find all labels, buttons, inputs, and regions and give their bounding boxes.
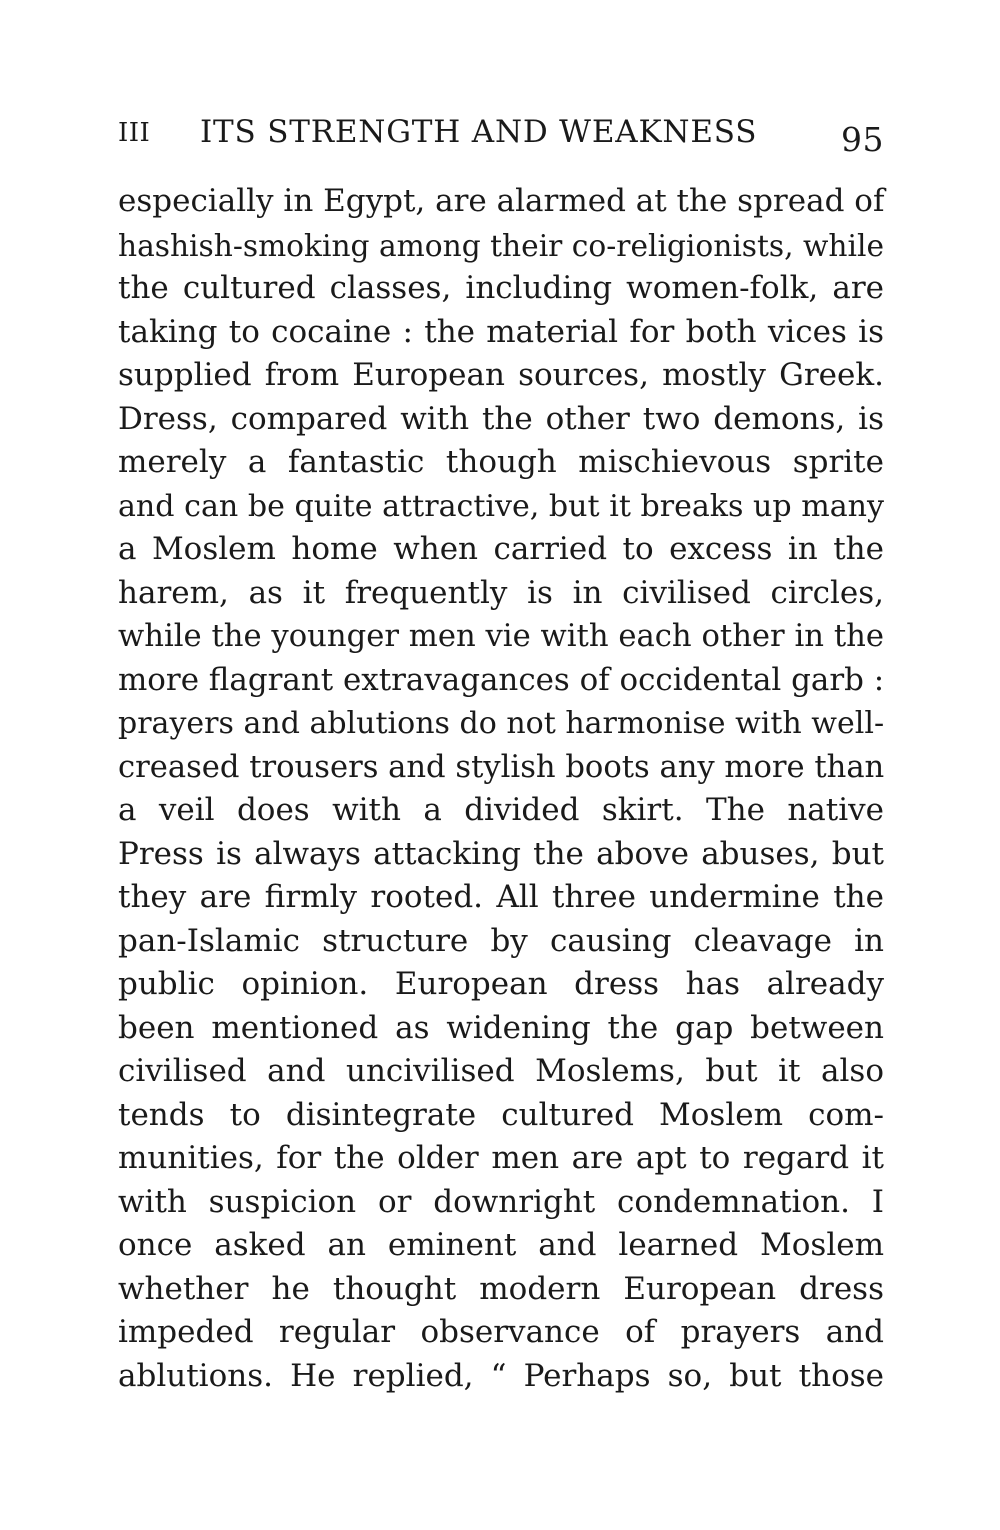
text-line: Press is always attacking the above abuses, but [118,835,884,872]
text-line: more flagrant extravagances of occidental garb : [118,661,885,698]
text-line: once asked an eminent and learned Moslem [118,1227,884,1263]
text-line: prayers and ablutions do not harmonise with well- [118,706,885,741]
text-line: taking to cocaine : the material for both vices is [118,313,884,350]
body-text [118,180,884,1398]
text-line: harem, as it frequently is in civilised circles, [118,574,884,611]
running-title: ITS STRENGTH AND WEAKNESS [200,114,758,150]
text-line: and can be quite attractive, but it breaks up many [118,488,884,524]
text-line: they are firmly rooted. All three undermine the [118,879,884,915]
text-line: a veil does with a divided skirt. The native [118,792,884,828]
text-line: pan-Islamic structure by causing cleavage in [118,922,884,959]
page-number: 95 [841,120,884,159]
text-line: been mentioned as widening the gap between [118,1009,884,1046]
text-line: hashish-smoking among their co-religionists, while [118,227,884,263]
text-line: whether he thought modern European dress [118,1270,884,1307]
text-line: creased trousers and stylish boots any more than [118,749,885,785]
running-head [118,112,884,162]
text-line: merely a fantastic though mischievous sprite [118,444,884,480]
text-line: the cultured classes, including women-folk, are [118,270,884,306]
text-line: tends to disintegrate cultured Moslem com- [118,1096,884,1133]
text-line: with suspicion or downright condemnation. I [118,1183,884,1220]
text-line: while the younger men vie with each other in the [118,619,884,654]
text-line: civilised and uncivilised Moslems, but it also [118,1053,884,1089]
chapter-number: III [118,118,151,148]
text-line: a Moslem home when carried to excess in the [118,531,884,567]
text-line: Dress, compared with the other two demons, is [118,400,884,437]
text-line: especially in Egypt, are alarmed at the spread of [118,183,885,219]
text-line: impeded regular observance of prayers and [118,1314,884,1350]
text-line: public opinion. European dress has already [118,966,884,1002]
text-line: ablutions. He replied, “ Perhaps so, but those [118,1357,884,1394]
text-line: supplied from European sources, mostly Greek. [118,357,884,393]
text-line: munities, for the older men are apt to regard it [118,1140,884,1176]
